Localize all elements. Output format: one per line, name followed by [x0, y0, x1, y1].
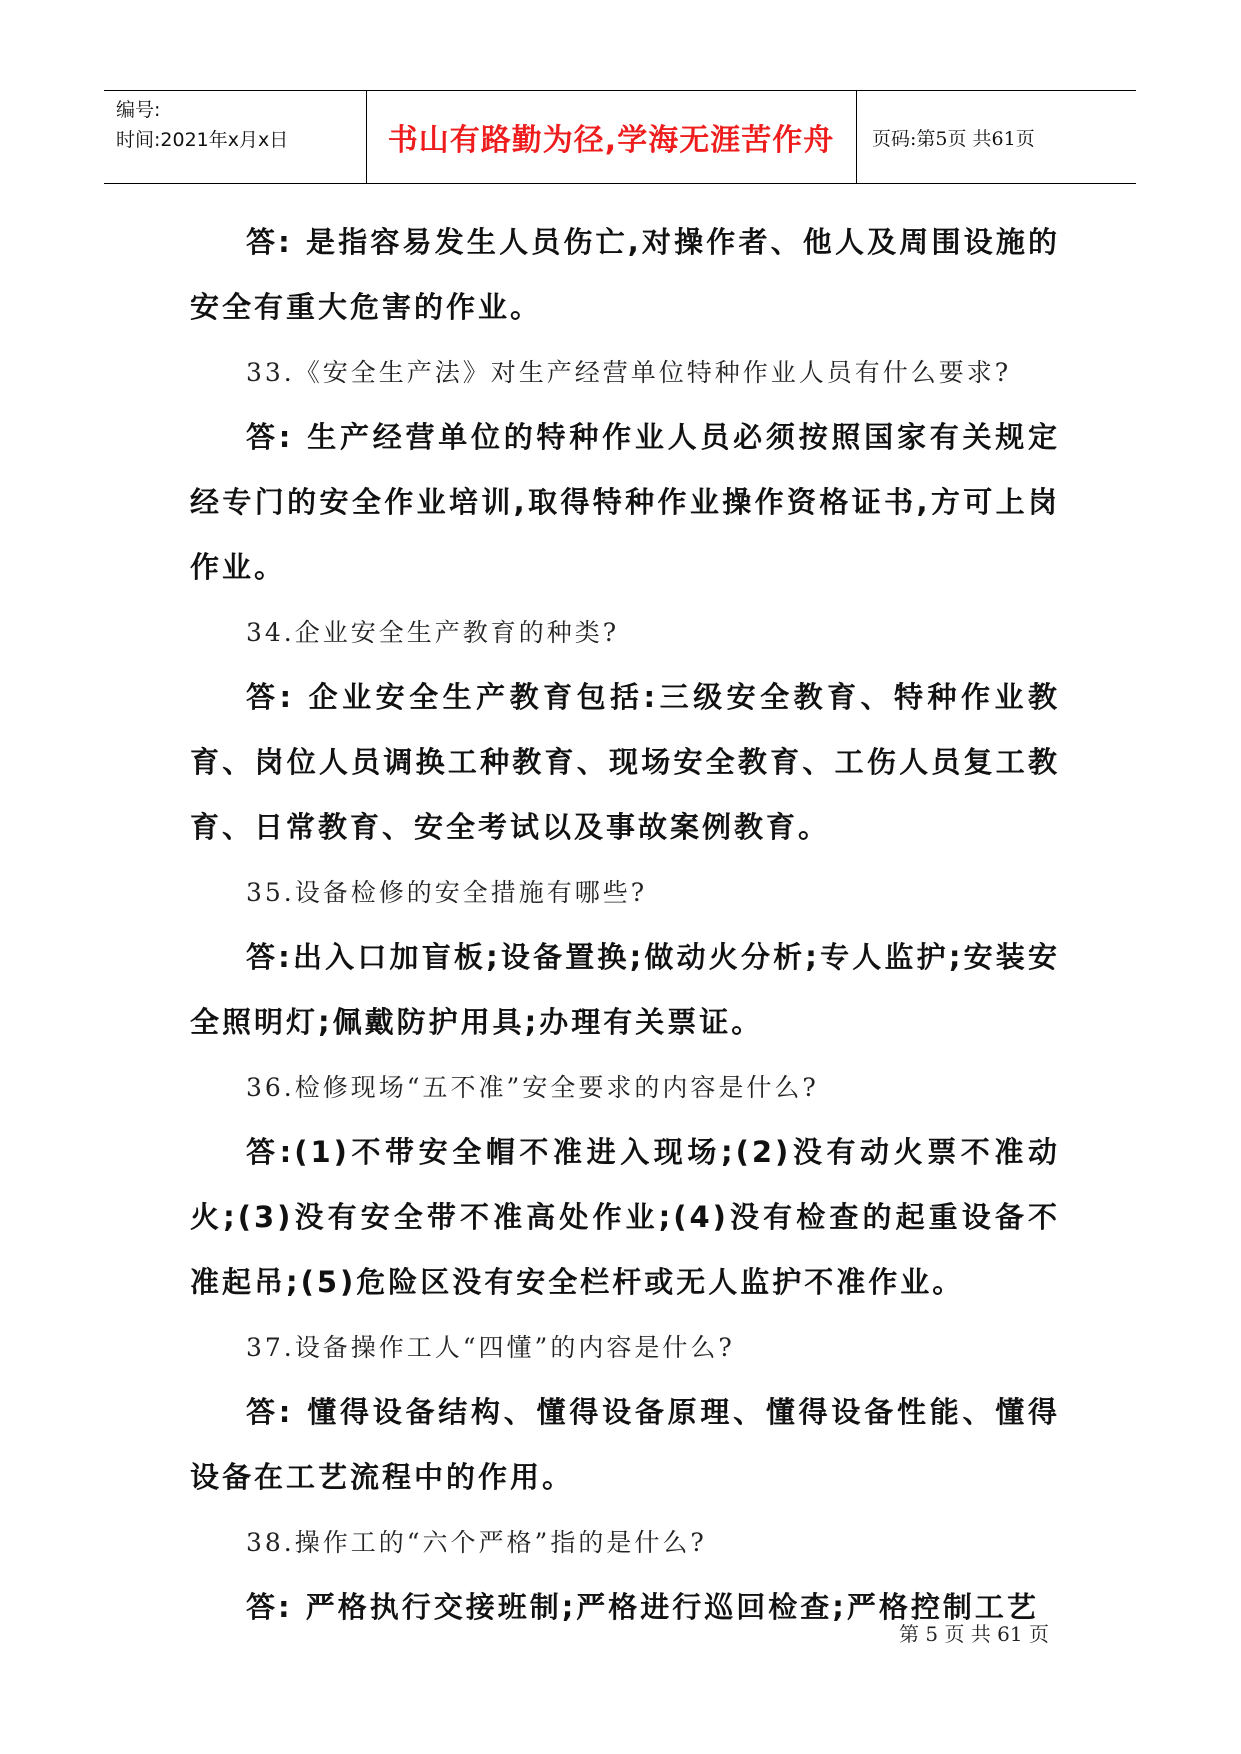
- question-37: 37.设备操作工人“四懂”的内容是什么?: [246, 1333, 735, 1362]
- header-motto: 书山有路勤为径,学海无涯苦作舟: [387, 123, 835, 158]
- question-33: 33.《安全生产法》对生产经营单位特种作业人员有什么要求?: [246, 358, 1012, 387]
- answer-36: 答:(1)不带安全帽不准进入现场;(2)没有动火票不准动火;(3)没有安全带不准高处作业;(4)没有检查的起重设备不准起吊;(5)危险区没有安全栏杆或无人监护不准作业。: [190, 1135, 1060, 1299]
- time-label: 时间:2021年x月x日: [116, 129, 289, 151]
- header-page-info: 页码:第5页 共61页: [872, 127, 1035, 150]
- answer-38: 答: 严格执行交接班制;严格进行巡回检查;严格控制工艺: [246, 1590, 1039, 1624]
- number-label: 编号:: [116, 99, 161, 121]
- header-meta: [116, 95, 288, 155]
- answer-33: 答: 生产经营单位的特种作业人员必须按照国家有关规定经专门的安全作业培训,取得特种作业操作资格证书,方可上岗作业。: [190, 420, 1060, 584]
- answer-32: 答: 是指容易发生人员伤亡,对操作者、他人及周围设施的安全有重大危害的作业。: [190, 225, 1060, 324]
- question-38: 38.操作工的“六个严格”指的是什么?: [246, 1528, 707, 1557]
- document-header: [104, 90, 1136, 184]
- question-34: 34.企业安全生产教育的种类?: [246, 618, 620, 647]
- answer-37: 答: 懂得设备结构、懂得设备原理、懂得设备性能、懂得设备在工艺流程中的作用。: [190, 1395, 1060, 1494]
- document-body: [190, 210, 1060, 1640]
- page-footer: 第 5 页 共 61 页: [899, 1622, 1049, 1646]
- answer-35: 答:出入口加盲板;设备置换;做动火分析;专人监护;安装安全照明灯;佩戴防护用具;办理有关票证。: [190, 940, 1060, 1039]
- answer-34: 答: 企业安全生产教育包括:三级安全教育、特种作业教育、岗位人员调换工种教育、现场安全教育、工伤人员复工教育、日常教育、安全考试以及事故案例教育。: [190, 680, 1060, 844]
- question-36: 36.检修现场“五不准”安全要求的内容是什么?: [246, 1073, 819, 1102]
- question-35: 35.设备检修的安全措施有哪些?: [246, 878, 648, 907]
- header-divider: [856, 91, 857, 183]
